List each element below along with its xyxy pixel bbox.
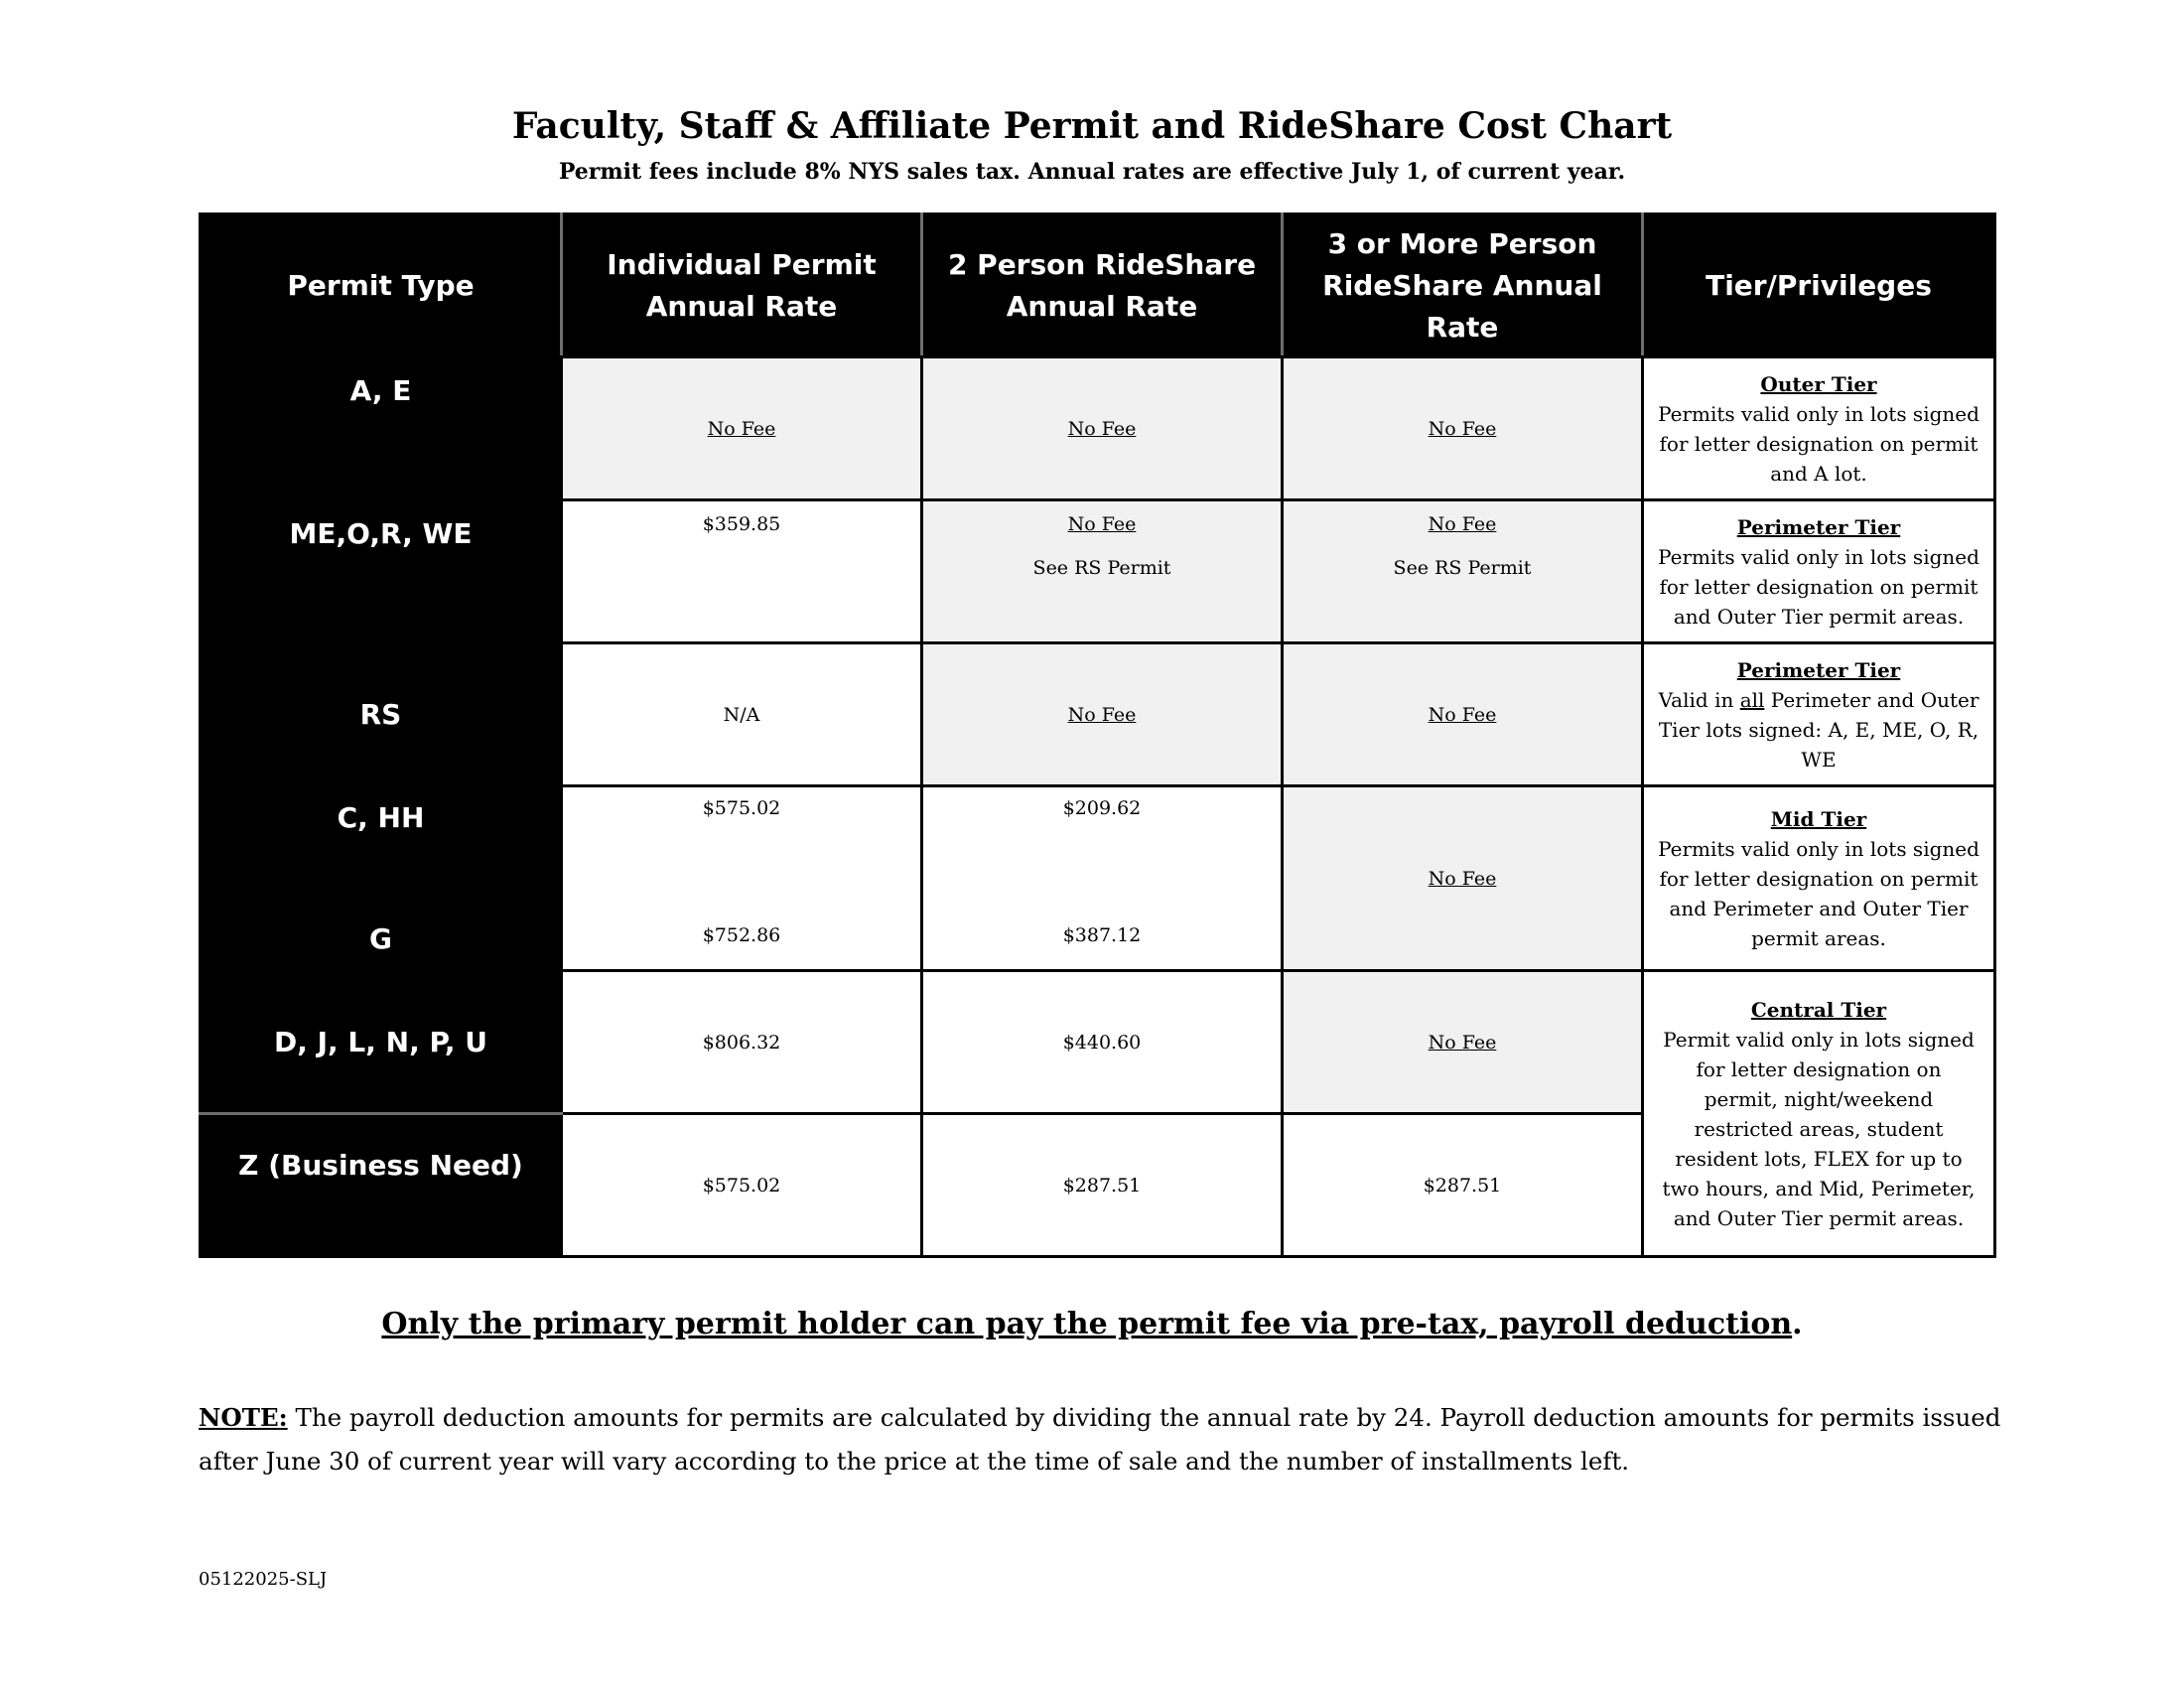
rate-primary: $209.62 (1062, 797, 1142, 819)
table-row-rs (201, 643, 1995, 786)
two-person-rate-cell (922, 786, 1283, 971)
three-person-rate-cell (1283, 500, 1643, 643)
permit-type-cell: Z (Business Need) (201, 1114, 562, 1257)
tier-cell (1643, 357, 1995, 500)
tier-description: Permit valid only in lots signed for letter designation on permit, night/weekend restricted areas, student resident lots, FLEX for up to two hours, and Mid, Perimeter, and Outer Tier permit areas. (1662, 1027, 1976, 1230)
three-person-rate-cell: No Fee (1283, 357, 1643, 500)
tier-name: Perimeter Tier (1736, 657, 1901, 682)
tier-description-start: Valid in (1658, 687, 1734, 712)
document-id: 05122025-SLJ (199, 1569, 328, 1590)
table-row-c-hh-g (201, 786, 1995, 971)
header-three-person-rate: 3 or More Person RideShare Annual Rate (1283, 214, 1643, 357)
tier-cell (1643, 500, 1995, 643)
tier-description: Permits valid only in lots signed for letter designation on permit and Outer Tier permit areas. (1658, 544, 1979, 629)
individual-rate-cell: $806.32 (562, 971, 922, 1114)
header-individual-rate: Individual Permit Annual Rate (562, 214, 922, 357)
tier-name: Central Tier (1750, 997, 1887, 1022)
permit-type-cell (201, 786, 562, 971)
tier-description: Permits valid only in lots signed for letter designation on permit and Perimeter and Outer Tier permit areas. (1658, 836, 1979, 950)
two-person-rate-cell: $287.51 (922, 1114, 1283, 1257)
fee-note: See RS Permit (1393, 557, 1532, 579)
permit-type-cell: RS (201, 643, 562, 786)
note-text: The payroll deduction amounts for permits are calculated by dividing the annual rate by 24. Payroll deduction amounts for permits issued after June 30 of current year will vary according to the price at the time of sale and the number of installments left. (199, 1403, 2001, 1476)
individual-rate-cell (562, 786, 922, 971)
table-row-a-e (201, 357, 1995, 500)
fee-note: See RS Permit (1032, 557, 1171, 579)
permit-type-cell: A, E (201, 357, 562, 500)
two-person-rate-cell (922, 500, 1283, 643)
three-person-rate-cell: No Fee (1283, 971, 1643, 1114)
tier-description: Permits valid only in lots signed for letter designation on permit and A lot. (1658, 401, 1979, 486)
payroll-notice-text: Only the primary permit holder can pay the permit fee via pre-tax, payroll deduction (381, 1307, 1793, 1341)
two-person-rate-cell: No Fee (922, 357, 1283, 500)
fee-value: No Fee (1067, 513, 1137, 535)
three-person-rate-cell: No Fee (1283, 643, 1643, 786)
rate-primary: $575.02 (702, 797, 781, 819)
table-row-d-j-l-n-p-u (201, 971, 1995, 1114)
tier-cell (1643, 786, 1995, 971)
payroll-notice (0, 1307, 2184, 1341)
note-label: NOTE: (199, 1403, 288, 1432)
header-permit-type: Permit Type (201, 214, 562, 357)
tier-name: Mid Tier (1770, 806, 1867, 831)
payroll-note (199, 1396, 2005, 1483)
two-person-rate-cell: $440.60 (922, 971, 1283, 1114)
permit-type-cell: ME,O,R, WE (201, 500, 562, 643)
permit-type-cell: D, J, L, N, P, U (201, 971, 562, 1114)
table-row-me-o-r-we (201, 500, 1995, 643)
two-person-rate-cell: No Fee (922, 643, 1283, 786)
permit-type-secondary: G (369, 922, 392, 955)
payroll-notice-period: . (1792, 1307, 1803, 1341)
tier-description-end: Perimeter and Outer Tier lots signed: A, E, ME, O, R, WE (1658, 687, 1979, 772)
permit-type-primary: C, HH (337, 801, 425, 834)
individual-rate-cell: No Fee (562, 357, 922, 500)
tier-name: Outer Tier (1760, 371, 1877, 396)
cost-table (199, 212, 1996, 1258)
three-person-rate-cell: No Fee (1283, 786, 1643, 971)
tier-description-emphasis: all (1739, 687, 1765, 712)
page-subtitle: Permit fees include 8% NYS sales tax. Annual rates are effective July 1, of current year. (558, 159, 1626, 185)
rate-secondary: $752.86 (702, 924, 781, 946)
individual-rate-cell: N/A (562, 643, 922, 786)
header-row (201, 214, 1995, 357)
tier-cell (1643, 971, 1995, 1257)
individual-rate-cell: $359.85 (562, 500, 922, 643)
header-tier-privileges: Tier/Privileges (1643, 214, 1995, 357)
tier-cell (1643, 643, 1995, 786)
tier-name: Perimeter Tier (1736, 514, 1901, 539)
header-two-person-rate: 2 Person RideShare Annual Rate (922, 214, 1283, 357)
fee-value: No Fee (1428, 513, 1497, 535)
three-person-rate-cell: $287.51 (1283, 1114, 1643, 1257)
page-title: Faculty, Staff & Affiliate Permit and RideShare Cost Chart (511, 105, 1673, 147)
rate-secondary: $387.12 (1062, 924, 1142, 946)
individual-rate-cell: $575.02 (562, 1114, 922, 1257)
